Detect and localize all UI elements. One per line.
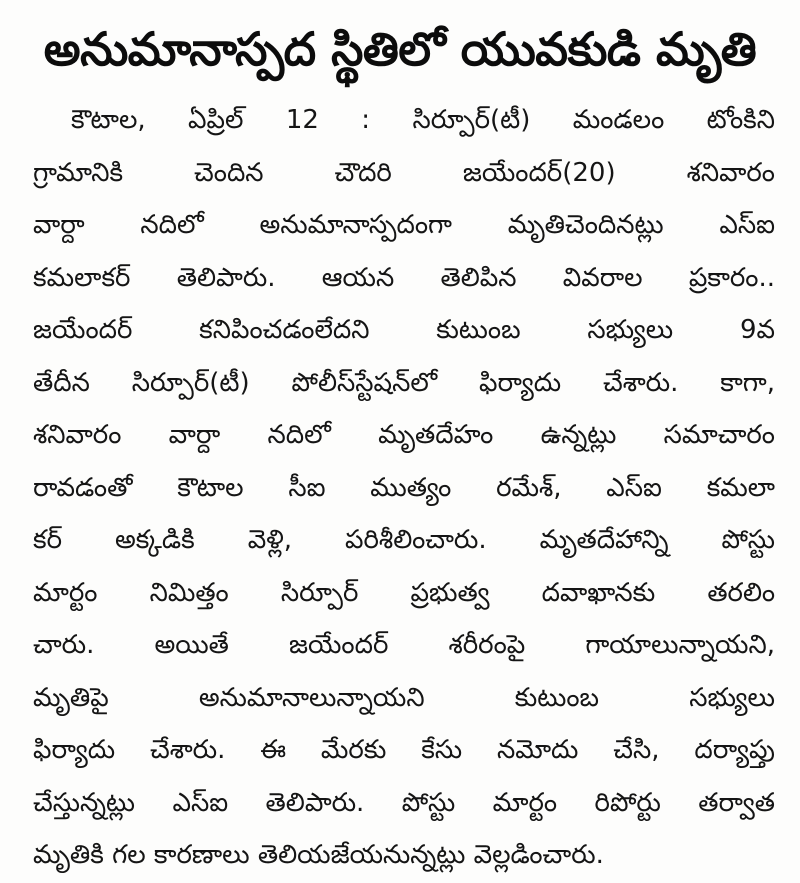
article-line: జయేందర్ కనిపించడంలేదని కుటుంబ సభ్యులు 9వ (33, 315, 775, 345)
article-line: మృతికి గల కారణాలు తెలియజేయనున్నట్లు వెల్లడించారు. (33, 840, 604, 870)
article-line: చారు. అయితే జయేందర్ శరీరంపై గాయాలున్నాయని, (33, 630, 775, 660)
article-line: తేదీన సిర్పూర్(టీ) పోలీస్‌స్టేషన్‌లో ఫిర్యాదు చేశారు. కాగా, (33, 367, 775, 398)
article-body (33, 94, 775, 882)
article-line: రావడంతో కౌటాల సీఐ ముత్యం రమేశ్, ఎస్ఐ కమలా (33, 472, 775, 503)
article-line: గ్రామానికి చెందిన చౌదరి జయేందర్(20) శనివారం (33, 157, 775, 188)
article-line: కమలాకర్ తెలిపారు. ఆయన తెలిపిన వివరాల ప్రకారం.. (33, 262, 775, 293)
article-line: ఫిర్యాదు చేశారు. ఈ మేరకు కేసు నమోదు చేసి, దర్యాప్తు (33, 735, 775, 765)
article-line: కర్ అక్కడికి వెళ్లి, పరిశీలించారు. మృతదేహాన్ని పోస్టు (33, 525, 775, 555)
article-line: వార్దా నదిలో అనుమానాస్పదంగా మృతిచెందినట్లు ఎస్ఐ (33, 210, 775, 240)
article-line: శనివారం వార్దా నదిలో మృతదేహం ఉన్నట్లు సమాచారం (33, 420, 775, 450)
article-line: చేస్తున్నట్లు ఎస్ఐ తెలిపారు. పోస్టు మార్టం రిపోర్టు తర్వాత (33, 787, 775, 818)
headline: అనుమానాస్పద స్థితిలో యువకుడి మృతి (43, 22, 757, 76)
article-line: కౌటాల, ఏప్రిల్ 12 : సిర్పూర్(టీ) మండలం టోంకిని (71, 105, 775, 135)
article-line: మార్టం నిమిత్తం సిర్పూర్ ప్రభుత్వ దవాఖానకు తరలిం (33, 577, 775, 608)
article-line: మృతిపై అనుమానాలున్నాయని కుటుంబ సభ్యులు (33, 682, 775, 713)
